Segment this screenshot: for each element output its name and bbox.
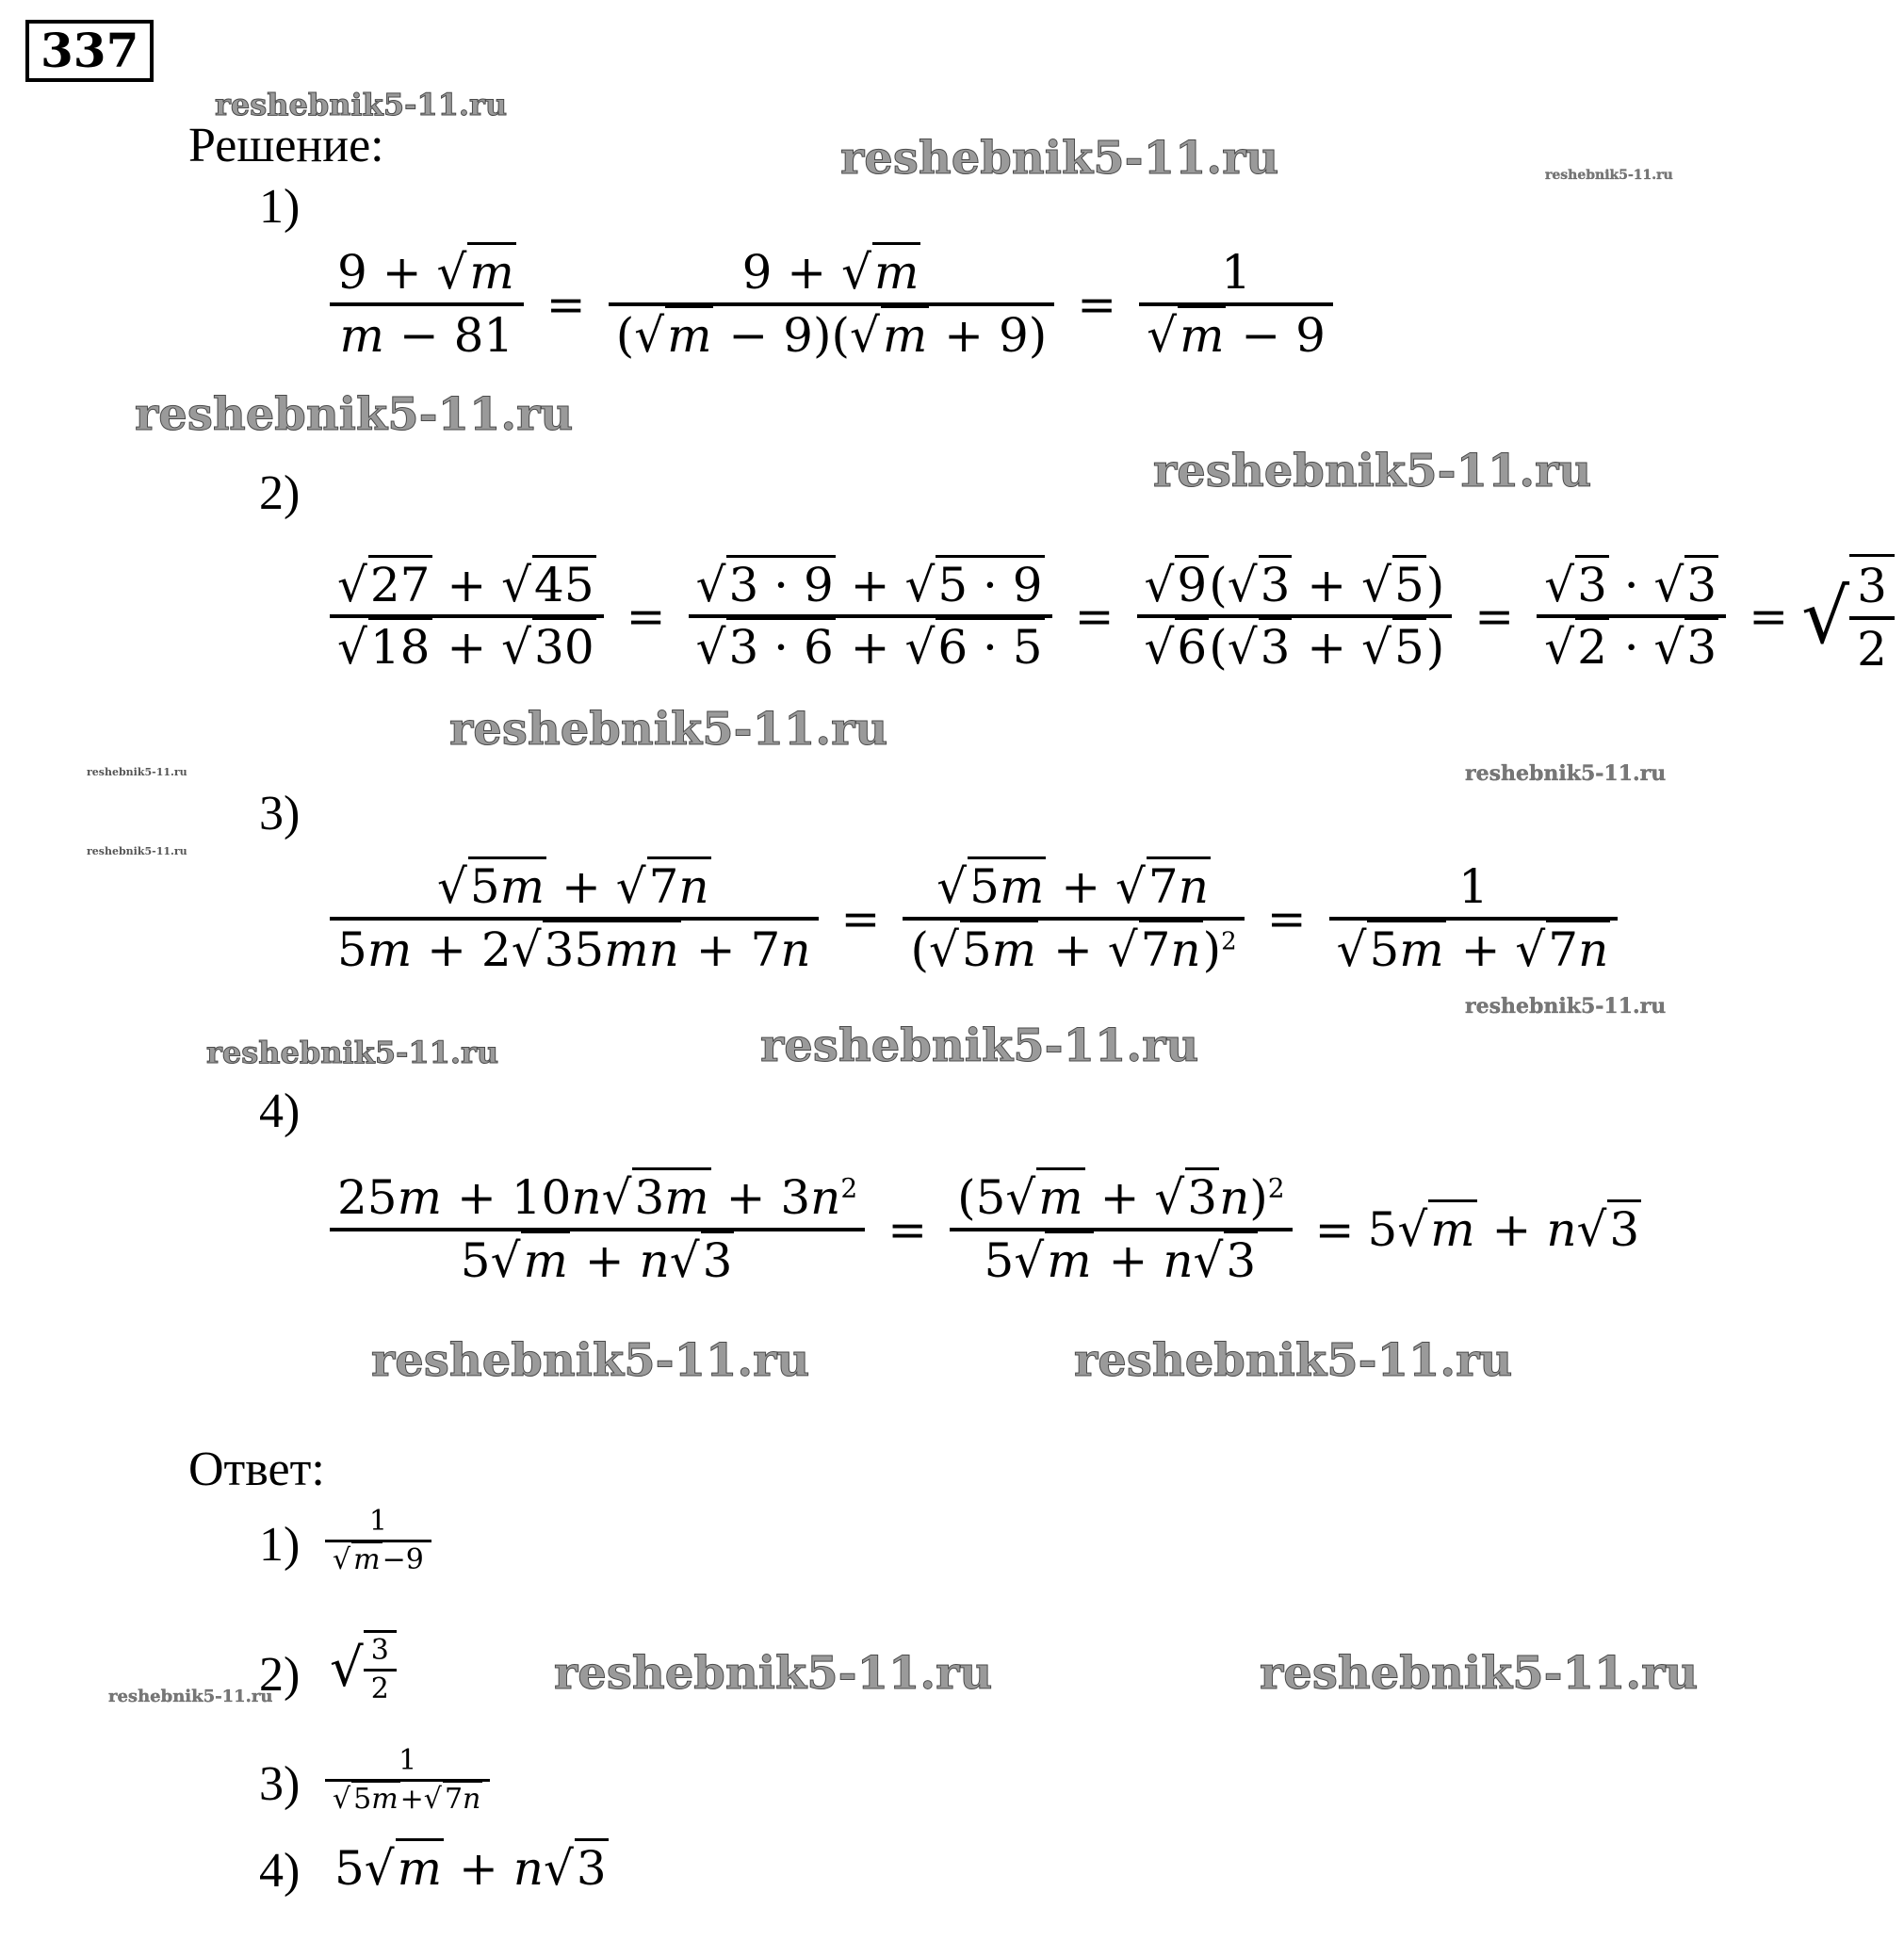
watermark: reshebnik5-11.ru bbox=[554, 1647, 993, 1700]
answer-step-label: 4) bbox=[259, 1844, 301, 1898]
equation-3: $\frac{√5m + √7n}{5m + 2√35mn + 7n}$ = $\frac{√5m + √7n}{(√5m + √7n)^2}$ = $\frac{1}{√5m + √7n}$ bbox=[320, 857, 1627, 979]
answer-step-label: 3) bbox=[259, 1757, 301, 1811]
answer-3: $\frac{1}{√ 5m+√ 7n}$ bbox=[325, 1743, 499, 1817]
answer-4: 5√m + n√3 bbox=[334, 1841, 609, 1896]
watermark: reshebnik5-11.ru bbox=[206, 1035, 499, 1070]
watermark: reshebnik5-11.ru bbox=[1465, 761, 1667, 786]
solution-label: Решение: bbox=[188, 119, 384, 172]
watermark: reshebnik5-11.ru bbox=[215, 87, 508, 122]
watermark: reshebnik5-11.ru bbox=[1153, 445, 1592, 497]
answer-step-label: 2) bbox=[259, 1648, 301, 1702]
watermark: reshebnik5-11.ru bbox=[1545, 168, 1673, 183]
watermark: reshebnik5-11.ru bbox=[135, 388, 574, 441]
answer-1: $\frac{1}{√ m-9}$ bbox=[325, 1504, 441, 1577]
watermark: reshebnik5-11.ru bbox=[840, 132, 1279, 185]
watermark: reshebnik5-11.ru bbox=[1260, 1647, 1699, 1700]
step-label: 3) bbox=[259, 787, 301, 840]
watermark: reshebnik5-11.ru bbox=[371, 1334, 810, 1387]
watermark: reshebnik5-11.ru bbox=[760, 1019, 1199, 1072]
equation-1: $\frac{9 + √m}{m - 81}$ = $\frac{9 + √m}{(√m - 9)(√m + 9)}$ = $\frac{1}{√m - 9}$ bbox=[320, 243, 1343, 365]
watermark: reshebnik5-11.ru bbox=[108, 1687, 273, 1706]
watermark: reshebnik5-11.ru bbox=[449, 703, 888, 756]
equation-2: $\frac{√27 + √45}{√18 + √30}$ = $\frac{√3 \cdot 9 + √5 \cdot 9}{√3 \cdot 6 + √6 \cdot 5}$ = $\frac{√9(√3 + √5)}{√6(√3 + √5)}$ = $\frac{√3 \cdot √3}{√2 \cdot √3}$ = √ $\frac{3}{2}$ bbox=[320, 554, 1904, 678]
problem-number: 337 bbox=[25, 20, 154, 82]
answer-2: √ $\frac{3}{2}$ bbox=[330, 1630, 406, 1706]
step-label: 2) bbox=[259, 466, 301, 520]
watermark: reshebnik5-11.ru bbox=[1465, 994, 1667, 1019]
step-label: 1) bbox=[259, 180, 301, 234]
answer-label: Ответ: bbox=[188, 1443, 325, 1496]
equation-4: $\frac{25m + 10n√3m + 3n^2}{5√m + n√3}$ = $\frac{(5√m + √3n)^2}{5√m + n√3}$ = 5√m + n√3 bbox=[320, 1168, 1641, 1290]
answer-step-label: 1) bbox=[259, 1518, 301, 1572]
watermark: reshebnik5-11.ru bbox=[87, 845, 187, 857]
step-label: 4) bbox=[259, 1085, 301, 1138]
watermark: reshebnik5-11.ru bbox=[87, 766, 187, 778]
watermark: reshebnik5-11.ru bbox=[1074, 1334, 1513, 1387]
